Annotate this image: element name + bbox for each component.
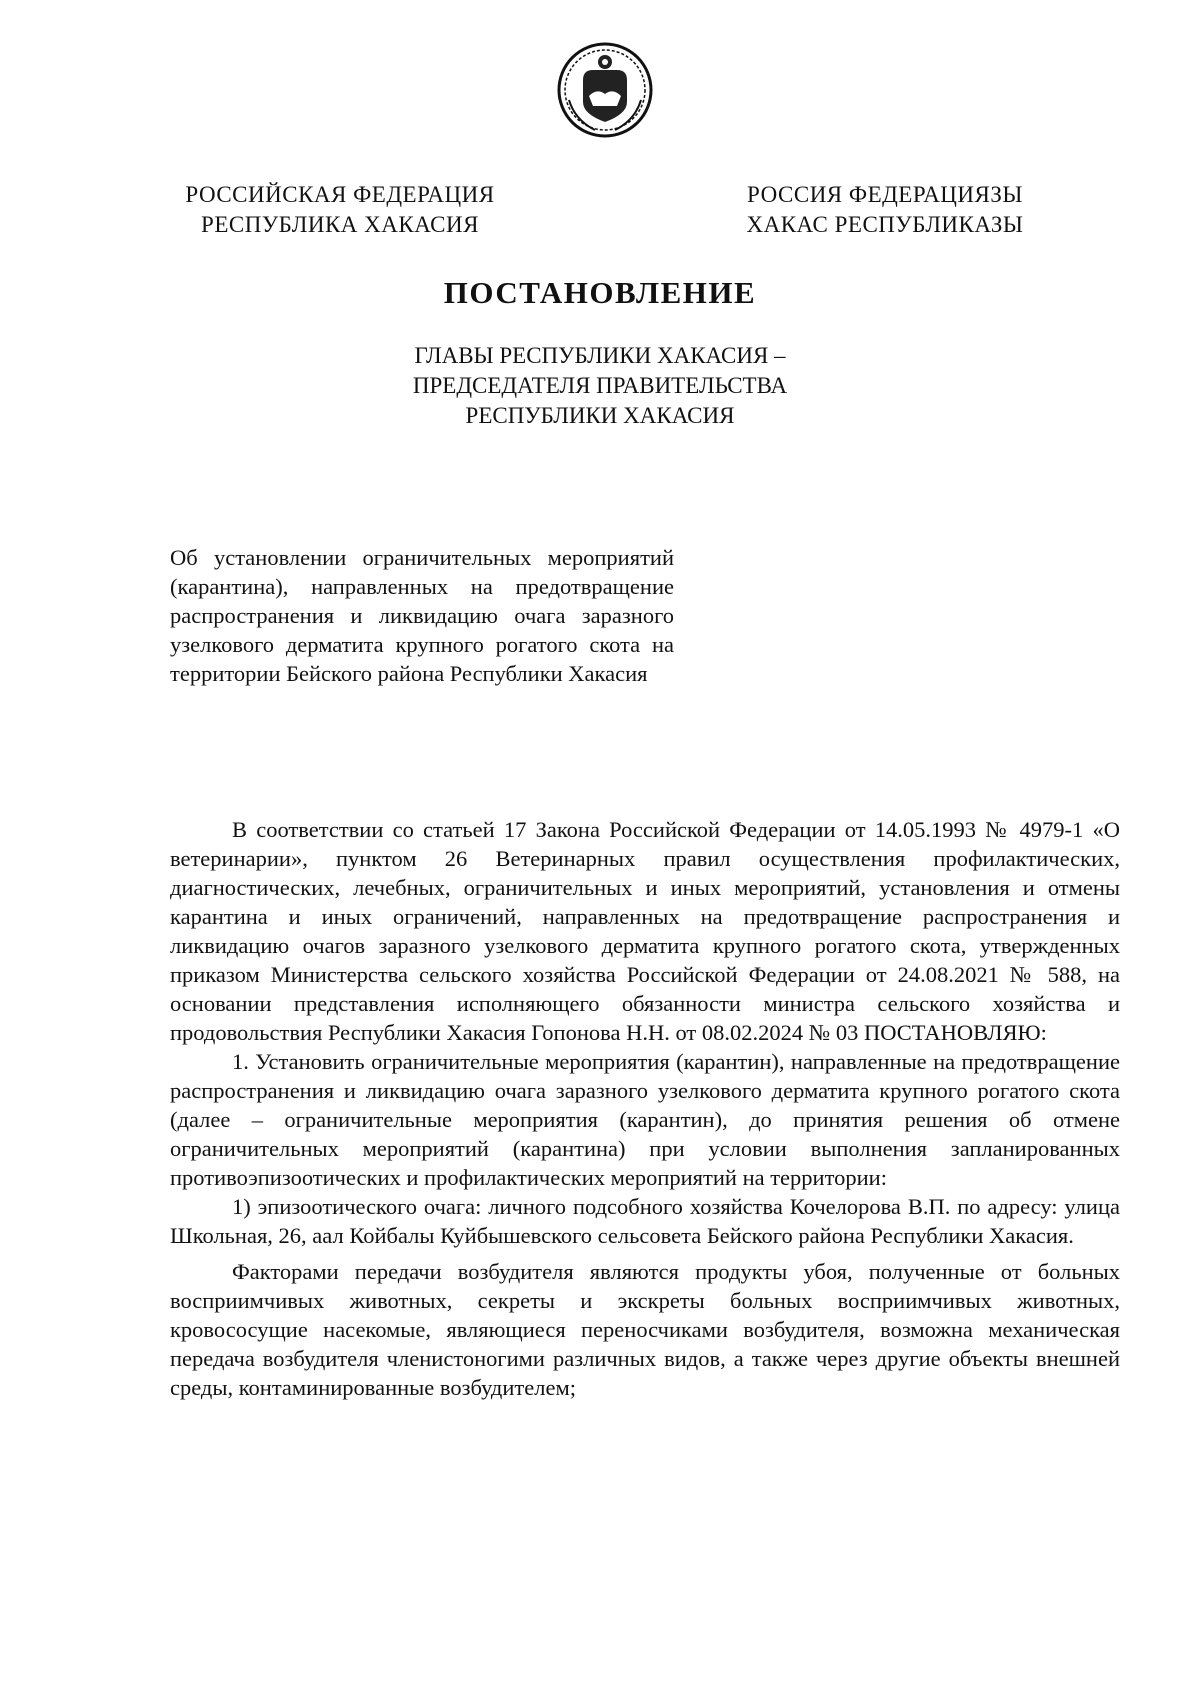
header-right-block	[715, 180, 1055, 240]
header-right-line2: ХАКАС РЕСПУБЛИКАЗЫ	[746, 212, 1024, 237]
document-title: ПОСТАНОВЛЕНИЕ	[443, 275, 757, 310]
document-body	[170, 815, 1120, 1402]
header-left-line2: РЕСПУБЛИКА ХАКАСИЯ	[201, 212, 479, 237]
document-subject: Об установлении ограничительных мероприятий (карантина), направленных на предотвращение распространения и ликвидацию очага заразного узелкового дерматита крупного рогатого скота на территории Бейского района Республики Хакасия	[170, 545, 674, 686]
body-paragraph: Факторами передачи возбудителя являются продукты убоя, полученные от больных восприимчивых животных, секреты и экскреты больных восприимчивых животных, кровососущие насекомые, являющиеся переносчиками возбудителя, возможна механическая передача возбудителя членистоногими различных видов, а также через другие объекты внешней среды, контаминированные возбудителем;	[170, 1259, 1120, 1400]
body-paragraph: 1) эпизоотического очага: личного подсобного хозяйства Кочелорова В.П. по адресу: улица Школьная, 26, аал Койбалы Куйбышевского сельсовета Бейского района Республики Хакасия.	[170, 1194, 1120, 1248]
subtitle-line2: ПРЕДСЕДАТЕЛЯ ПРАВИТЕЛЬСТВА	[412, 373, 788, 398]
coat-of-arms-emblem	[555, 40, 655, 140]
document-subtitle	[300, 341, 900, 431]
subtitle-line1: ГЛАВЫ РЕСПУБЛИКИ ХАКАСИЯ –	[414, 343, 786, 368]
header-left-block	[150, 180, 530, 240]
subtitle-line3: РЕСПУБЛИКИ ХАКАСИЯ	[465, 403, 735, 428]
body-paragraph: 1. Установить ограничительные мероприятия (карантин), направленные на предотвращение распространения и ликвидацию очага заразного узелкового дерматита крупного рогатого скота (далее – ограничительные мероприятия (карантин), до принятия решения об отмене ограничительных мероприятий (карантина) при условии выполнения запланированных противоэпизоотических и профилактических мероприятий на территории:	[170, 1049, 1120, 1190]
body-paragraph: В соответствии со статьей 17 Закона Российской Федерации от 14.05.1993 № 4979-1 «О ветеринарии», пунктом 26 Ветеринарных правил осуществления профилактических, диагностических, лечебных, ограничительных и иных мероприятий, установления и отмены карантина и иных ограничений, направленных на предотвращение распространения и ликвидацию очагов заразного узелкового дерматита крупного рогатого скота, утвержденных приказом Министерства сельского хозяйства Российской Федерации от 24.08.2021 № 588, на основании представления исполняющего обязанности министра сельского хозяйства и продовольствия Республики Хакасия Гопонова Н.Н. от 08.02.2024 № 03 ПОСТАНОВЛЯЮ:	[170, 817, 1120, 1045]
header-left-line1: РОССИЙСКАЯ ФЕДЕРАЦИЯ	[185, 182, 495, 207]
header-right-line1: РОССИЯ ФЕДЕРАЦИЯЗЫ	[747, 182, 1023, 207]
